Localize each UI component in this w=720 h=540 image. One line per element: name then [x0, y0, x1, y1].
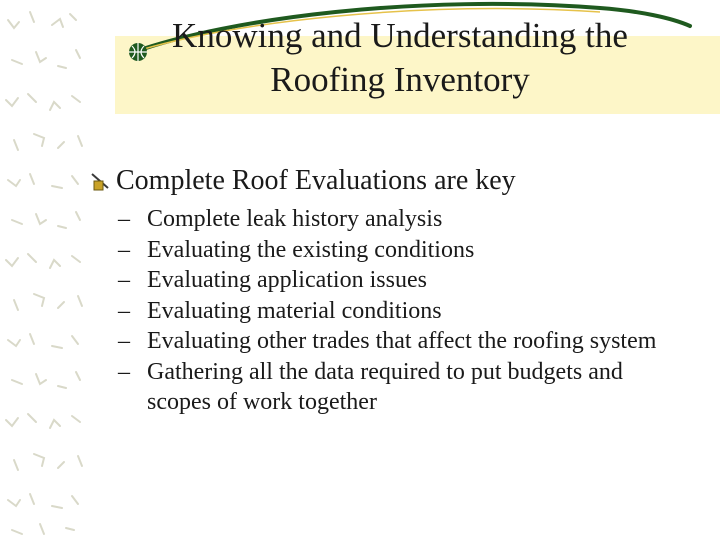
sub-bullet-item	[118, 204, 690, 235]
slide-content	[90, 160, 690, 418]
sub-bullet-item	[118, 326, 690, 357]
title-line-1: Knowing and Understanding the	[172, 16, 628, 55]
main-bullet-text: Complete Roof Evaluations are key	[116, 165, 516, 196]
sub-bullet-list	[90, 204, 690, 418]
sub-bullet-item	[118, 235, 690, 266]
dash-marker: –	[118, 206, 130, 232]
sub-bullet-text: Complete leak history analysis	[147, 206, 443, 232]
sub-bullet-item	[118, 296, 690, 327]
sub-bullet-text: Evaluating the existing conditions	[147, 236, 475, 263]
sub-bullet-text: Evaluating material conditions	[147, 297, 442, 324]
bullet-icon	[90, 168, 112, 192]
sub-bullet-item	[118, 357, 690, 418]
dash-marker: –	[118, 328, 130, 354]
slide-title	[130, 14, 670, 102]
dash-marker: –	[118, 358, 130, 385]
title-line-2: Roofing Inventory	[270, 60, 530, 99]
sub-bullet-item	[118, 265, 690, 296]
main-bullet-row	[90, 160, 690, 202]
dash-marker: –	[118, 297, 130, 324]
sub-bullet-text: Evaluating application issues	[147, 267, 427, 293]
dash-marker: –	[118, 236, 130, 263]
sub-bullet-text: Gathering all the data required to put budgets and scopes of work together	[147, 358, 623, 415]
sub-bullet-text: Evaluating other trades that affect the roofing system	[147, 328, 657, 354]
dash-marker: –	[118, 267, 130, 293]
